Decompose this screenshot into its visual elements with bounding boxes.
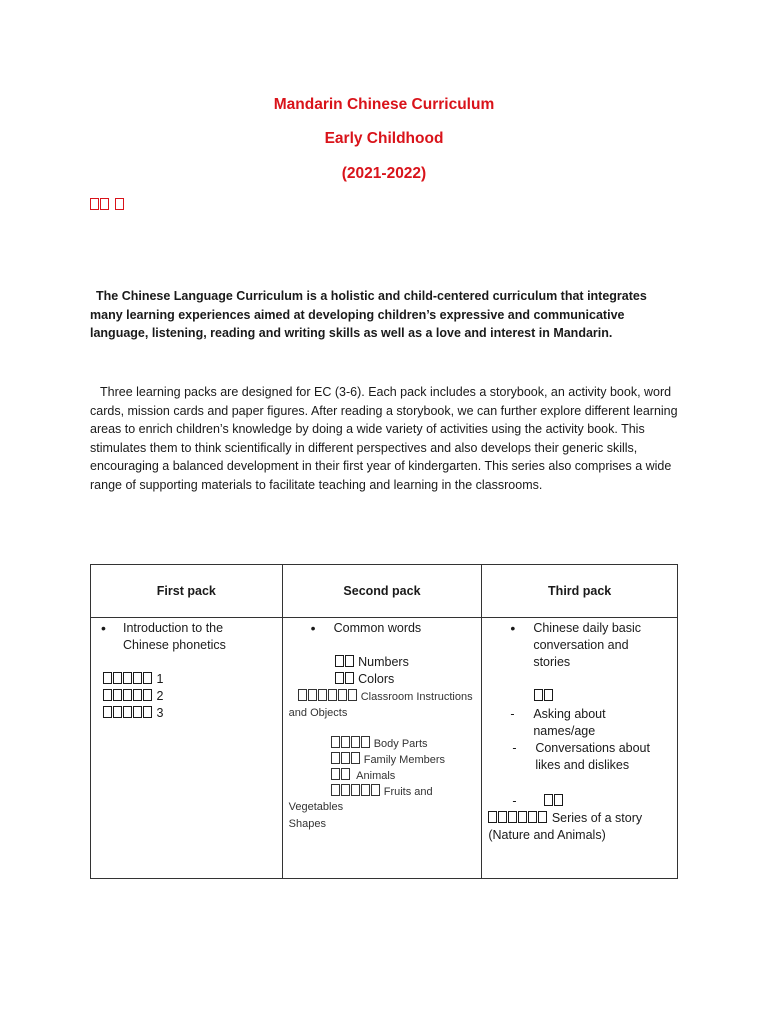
second-shapes: Shapes — [288, 818, 326, 830]
third-dash1-line1: Asking about — [533, 707, 606, 721]
first-item-2: 2 — [103, 688, 163, 705]
second-family: Family Members — [331, 752, 445, 769]
dash-icon: - — [512, 741, 517, 755]
cjk-heading — [90, 196, 125, 214]
bullet-icon: • — [310, 620, 316, 636]
learning-packs-table — [90, 564, 678, 879]
third-dash2-line2: likes and dislikes — [535, 758, 630, 772]
header-first-pack: First pack — [91, 565, 283, 618]
third-story-line2: (Nature and Animals) — [488, 828, 606, 842]
document-title: Mandarin Chinese Curriculum — [273, 96, 495, 113]
third-bullet-line1: Chinese daily basic — [533, 621, 642, 635]
description-paragraph: Three learning packs are designed for EC (3-6). Each pack includes a storybook, an activity book, word cards, mission cards and paper figures. After reading a storybook, we can further explore different learning areas to enrich children’s knowledge by doing a wide variety of activities using the activity book. This stimulates them to think scientifically in different perspectives and also develops their generic skills, encouraging a balanced development in their first year of kindergarten. This series also comprises a wide range of supporting materials to facilitate teaching and learning in the classrooms. — [90, 385, 678, 492]
first-item-1: 1 — [103, 671, 163, 688]
second-colors: Colors — [335, 671, 395, 688]
first-item-3: 3 — [103, 705, 163, 722]
third-story-line1: Series of a story — [488, 810, 642, 827]
intro-paragraph: The Chinese Language Curriculum is a holistic and child-centered curriculum that integrates many learning experiences aimed at developing children’s expressive and communicative language, listening, reading and writing skills as well as a love and interest in Mandarin. — [90, 289, 647, 340]
second-animals: Animals — [331, 768, 396, 785]
third-bullet-line2: conversation and — [533, 638, 629, 652]
first-pack-cell — [91, 618, 283, 879]
third-story-heading: - — [512, 793, 564, 810]
bullet-icon: • — [101, 620, 106, 636]
third-dash1-line2: names/age — [533, 724, 596, 738]
header-second-pack: Second pack — [282, 565, 482, 618]
first-bullet-line2: Chinese phonetics — [123, 638, 226, 652]
third-dash2-line1: Conversations about — [535, 741, 650, 755]
bullet-icon: • — [510, 620, 516, 636]
second-numbers: Numbers — [335, 654, 409, 671]
second-pack-cell — [282, 618, 482, 879]
third-pack-cell — [482, 618, 678, 879]
table-row — [91, 618, 678, 879]
third-bullet-line3: stories — [533, 655, 571, 669]
dash-icon: - — [510, 707, 515, 721]
document-subtitle: Early Childhood — [324, 130, 444, 147]
second-fruits-2: Vegetables — [288, 801, 344, 813]
second-classroom: Classroom Instructions — [298, 689, 473, 706]
table-header-row — [91, 565, 678, 618]
second-fruits: Fruits and — [331, 784, 433, 801]
second-bullet: Common words — [333, 621, 422, 635]
third-cjk-heading — [534, 688, 554, 705]
first-bullet-line1: Introduction to the — [123, 621, 224, 635]
document-years: (2021-2022) — [341, 165, 427, 182]
second-body-parts: Body Parts — [331, 736, 428, 753]
second-classroom-2: and Objects — [288, 707, 348, 719]
header-third-pack: Third pack — [482, 565, 678, 618]
